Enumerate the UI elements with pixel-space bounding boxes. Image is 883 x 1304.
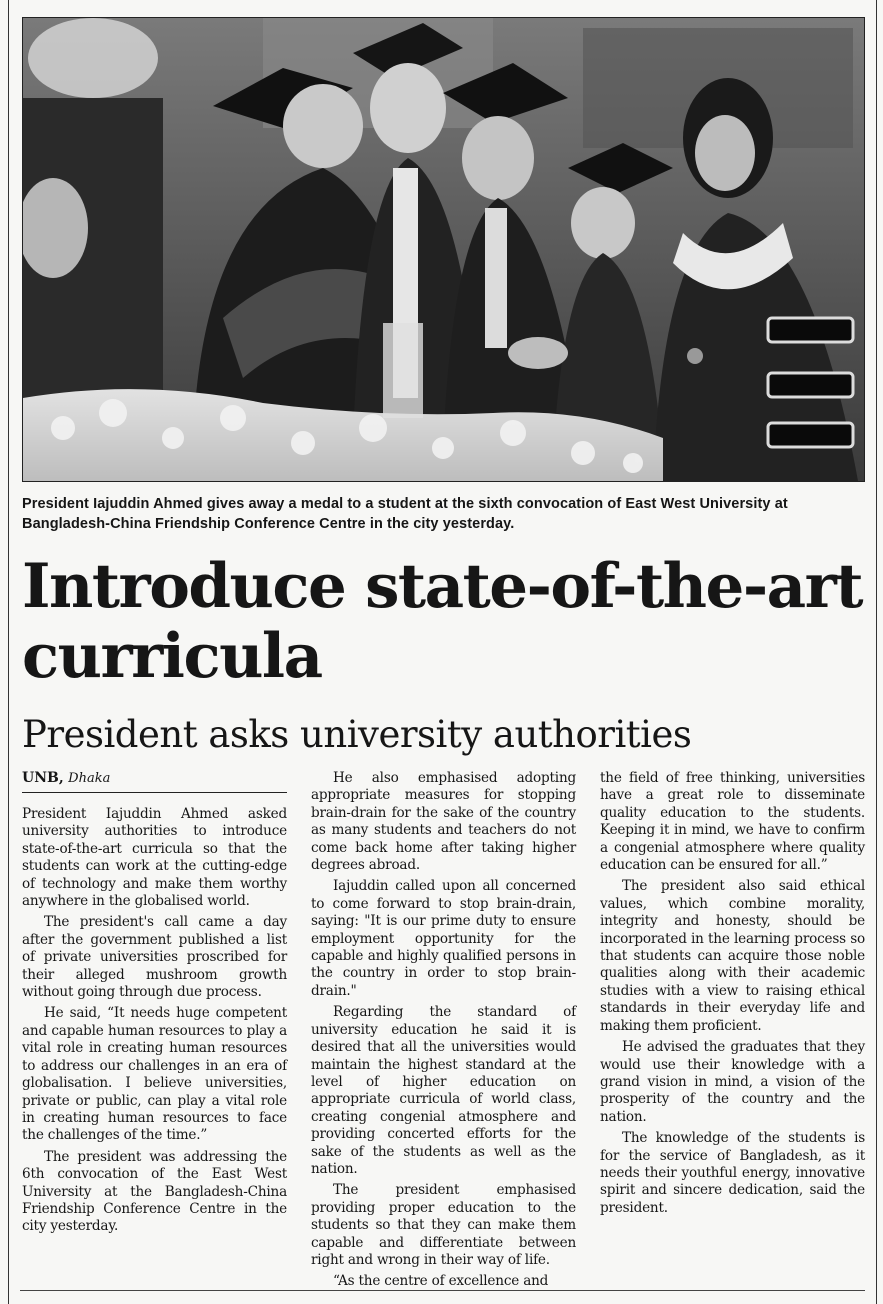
paragraph: He also emphasised adopting appropriate measures for stopping brain-drain for the sake of the country as many students and teachers do not come back home after taking higher degrees abroad. [311, 770, 576, 874]
subheadline: President asks university authorities [22, 713, 692, 756]
paragraph: The president was addressing the 6th convocation of the East West University at the Bangladesh-China Friendship Conference Centre in the city yesterday. [22, 1148, 287, 1235]
paragraph: He said, “It needs huge competent and capable human resources to play a vital role in creating human resources to address our challenges in an era of globalisation. I believe universities, private or public, can play a vital role in creating human resources to face the challenges of the time.” [22, 1005, 287, 1144]
paragraph: The president also said ethical values, which combine morality, integrity and honesty, should be incorporated in the learning process so that students can acquire those noble qualities along with their academic studies with a view to raising ethical standards in their everyday life and making them proficient. [600, 878, 865, 1034]
paragraph: The president emphasised providing proper education to the students so that they can make them capable and differentiate between right and wrong in their way of life. [311, 1182, 576, 1268]
paragraph: President Iajuddin Ahmed asked university authorities to introduce state-of-the-art curricula so that the students can work at the cutting-edge of technology and make them worthy anywhere in the globalised world. [22, 806, 287, 910]
convocation-photo [22, 17, 865, 482]
page-rule-right [876, 0, 877, 1304]
article-column-2 [311, 770, 576, 1295]
headline: Introduce state-of-the-art curricula [22, 551, 862, 692]
article-column-3 [600, 770, 865, 1221]
paragraph: The president's call came a day after the government published a list of private universities proscribed for their alleged mushroom growth without going through due process. [22, 914, 287, 1001]
page-rule-bottom [20, 1290, 865, 1291]
photo-illustration-icon [23, 18, 864, 481]
article-column-1 [22, 806, 287, 1240]
byline-rule [22, 792, 287, 793]
paragraph: The knowledge of the students is for the service of Bangladesh, as it needs their youthful energy, innovative spirit and sincere dedication, said the president. [600, 1130, 865, 1216]
paragraph: Regarding the standard of university education he said it is desired that all the universities would maintain the highest standard at the level of higher education on appropriate curricula of world class, creating congenial atmosphere and providing concerted efforts for the sake of the students as well as the nation. [311, 1004, 576, 1177]
paragraph: Iajuddin called upon all concerned to come forward to stop brain-drain, saying: "It is our prime duty to ensure employment opportunity for the capable and highly qualified persons in the country in order to stop brain-drain." [311, 878, 576, 999]
byline-agency: UNB, [22, 770, 64, 786]
page-rule-left [8, 0, 9, 1304]
photo-caption: President Iajuddin Ahmed gives away a medal to a student at the sixth convocation of East West University at Bangladesh-China Friendship Conference Centre in the city yesterday. [22, 496, 788, 532]
byline [22, 768, 287, 789]
byline-place: Dhaka [68, 771, 111, 786]
paragraph: the field of free thinking, universities have a great role to disseminate quality education to the students. Keeping it in mind, we have to confirm a congenial atmosphere where quality education can be ensured for all.” [600, 770, 865, 874]
paragraph: “As the centre of excellence and [333, 1273, 549, 1290]
paragraph: He advised the graduates that they would use their knowledge with a grand vision in mind, a vision of the prosperity of the country and the nation. [600, 1039, 865, 1125]
